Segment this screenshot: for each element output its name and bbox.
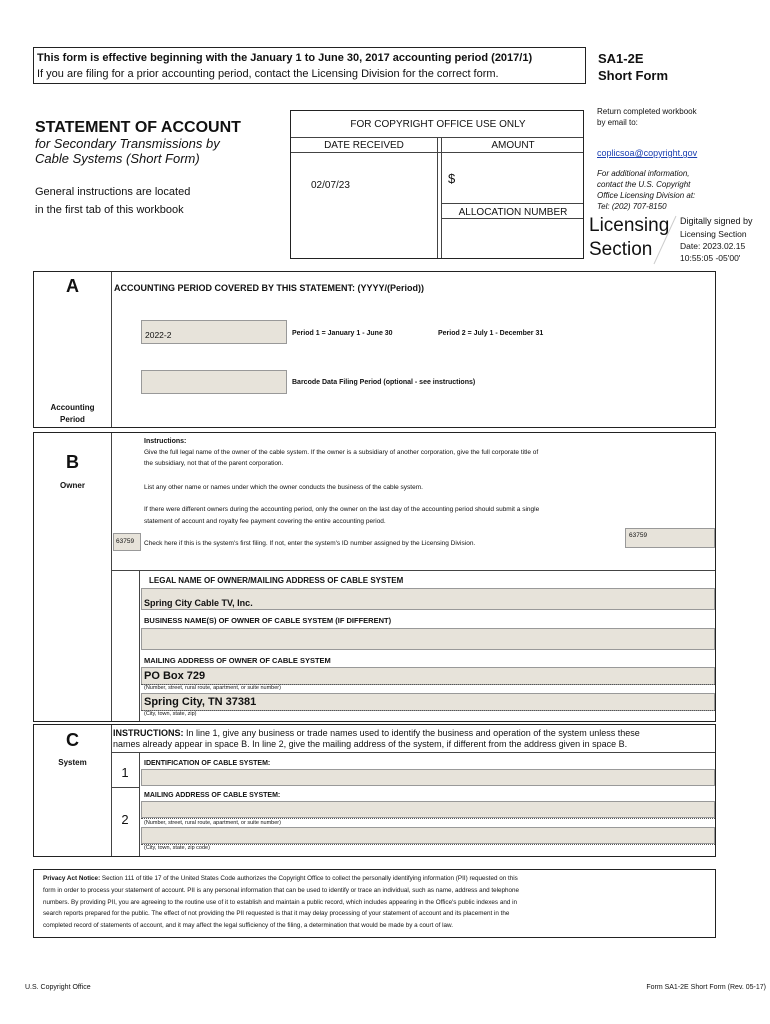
first-filing-checkbox[interactable] bbox=[113, 533, 141, 551]
barcode-label: Barcode Data Filing Period (optional - see instructions) bbox=[292, 379, 476, 386]
footer-right: Form SA1-2E Short Form (Rev. 05-17) bbox=[646, 984, 766, 991]
section-a bbox=[33, 271, 716, 428]
section-a-letter: A bbox=[66, 276, 79, 296]
section-b-letter: B bbox=[66, 452, 79, 472]
owner-instr-5: statement of account and royalty fee payment covering the entire accounting period. bbox=[144, 518, 386, 525]
privacy-line-2: form in order to process your statement of account. PII is any personal information that can be used to identify or trace an individual, such as name, address and telephone bbox=[43, 887, 520, 894]
digital-sign-4: 10:55:05 -05'00' bbox=[680, 253, 741, 263]
privacy-line-1 bbox=[43, 875, 518, 882]
return-line-1: Return completed workbook bbox=[597, 107, 697, 116]
office-use-box bbox=[290, 110, 584, 259]
section-b-label: Owner bbox=[60, 481, 85, 490]
title-sub-1: for Secondary Transmissions by bbox=[35, 136, 220, 151]
address-line-1-hint: (Number, street, rural route, apartment, or suite number) bbox=[144, 685, 281, 691]
owner-instr-2: the subsidiary, not that of the parent corporation. bbox=[144, 460, 284, 467]
effective-line: This form is effective beginning with the January 1 to June 30, 2017 accounting period (2017/1) bbox=[37, 52, 533, 64]
address-line-2-hint: (City, town, state, zip) bbox=[144, 711, 197, 717]
address-line-2-input[interactable] bbox=[141, 693, 715, 711]
address-line-2-value: Spring City, TN 37381 bbox=[144, 696, 257, 708]
business-name-input[interactable] bbox=[141, 628, 715, 650]
system-id-value: 63759 bbox=[629, 532, 648, 539]
section-b bbox=[33, 432, 716, 722]
return-line-2: by email to: bbox=[597, 118, 638, 127]
system-address-1-hint: (Number, street, rural route, apartment, or suite number) bbox=[144, 820, 281, 826]
system-instructions bbox=[113, 728, 640, 738]
section-a-heading: ACCOUNTING PERIOD COVERED BY THIS STATEMENT: (YYYY/(Period)) bbox=[114, 283, 425, 293]
privacy-bold: Privacy Act Notice: bbox=[43, 875, 101, 882]
digital-sign-3: Date: 2023.02.15 bbox=[680, 241, 746, 251]
system-instructions-bold: INSTRUCTIONS: bbox=[113, 728, 184, 738]
section-a-label-1: Accounting bbox=[50, 403, 95, 412]
date-received-value: 02/07/23 bbox=[311, 180, 350, 191]
effective-notice-box bbox=[33, 47, 586, 84]
owner-instr-4: If there were different owners during the accounting period, only the owner on the last day of the accounting period should submit a single bbox=[144, 506, 540, 513]
legal-name-value: Spring City Cable TV, Inc. bbox=[144, 598, 253, 608]
additional-info-3: Office Licensing Division at: bbox=[597, 191, 696, 200]
barcode-period-input[interactable] bbox=[141, 370, 287, 394]
date-received-label: DATE RECEIVED bbox=[324, 140, 404, 151]
digital-sign-2: Licensing Section bbox=[680, 229, 747, 239]
signature-name-2: Section bbox=[589, 239, 653, 260]
system-address-2-hint: (City, town, state, zip code) bbox=[144, 845, 210, 851]
system-instructions-line-2: names already appear in space B. In line 2, give the mailing address of the system, if different from the address given in space B. bbox=[113, 739, 628, 749]
system-address-1-input[interactable] bbox=[141, 801, 715, 818]
office-use-heading: FOR COPYRIGHT OFFICE USE ONLY bbox=[350, 119, 526, 130]
section-c bbox=[33, 724, 716, 857]
privacy-line-5: completed record of statements of account, and it may affect the legal sufficiency of the filing, a determination that would be made by a court of law. bbox=[43, 922, 453, 929]
mailing-address-label: MAILING ADDRESS OF OWNER OF CABLE SYSTEM bbox=[144, 656, 331, 665]
identification-input[interactable] bbox=[141, 769, 715, 786]
system-mailing-label: MAILING ADDRESS OF CABLE SYSTEM: bbox=[144, 792, 281, 799]
period-2-note: Period 2 = July 1 - December 31 bbox=[438, 330, 544, 337]
additional-info-1: For additional information, bbox=[597, 169, 690, 178]
currency-symbol: $ bbox=[448, 171, 456, 186]
address-line-1-input[interactable] bbox=[141, 667, 715, 685]
general-instr-2: in the first tab of this workbook bbox=[35, 204, 184, 216]
allocation-label: ALLOCATION NUMBER bbox=[458, 207, 568, 218]
system-id-input[interactable] bbox=[625, 528, 715, 548]
first-filing-text: Check here if this is the system's first filing. If not, enter the system's ID number assigned by the Licensing Division. bbox=[144, 540, 476, 547]
first-filing-value: 63759 bbox=[116, 538, 135, 545]
additional-info-2: contact the U.S. Copyright bbox=[597, 180, 691, 189]
privacy-text-1: Section 111 of title 17 of the United States Code authorizes the Copyright Office to collect the personally identifying information (PII) requested on this bbox=[100, 875, 518, 882]
section-a-label-2: Period bbox=[60, 415, 85, 424]
title-sub-2: Cable Systems (Short Form) bbox=[35, 151, 200, 166]
footer-left: U.S. Copyright Office bbox=[25, 984, 91, 991]
legal-name-label: LEGAL NAME OF OWNER/MAILING ADDRESS OF CABLE SYSTEM bbox=[149, 576, 404, 585]
line-2-number: 2 bbox=[121, 812, 129, 827]
section-c-label: System bbox=[58, 758, 87, 767]
page-title: STATEMENT OF ACCOUNT bbox=[35, 119, 241, 136]
address-line-1-value: PO Box 729 bbox=[144, 670, 206, 682]
owner-instr-3: List any other name or names under which the owner conducts the business of the cable system. bbox=[144, 484, 423, 491]
form-code: SA1-2E bbox=[598, 51, 644, 66]
owner-instr-title: Instructions: bbox=[144, 438, 187, 445]
prior-period-line: If you are filing for a prior accounting period, contact the Licensing Division for the correct form. bbox=[37, 68, 499, 80]
return-email-link[interactable]: coplicsoa@copyright.gov bbox=[597, 148, 698, 158]
line-1-number: 1 bbox=[121, 765, 129, 780]
period-1-note: Period 1 = January 1 - June 30 bbox=[292, 330, 393, 337]
accounting-period-input[interactable] bbox=[141, 320, 287, 344]
privacy-line-4: search reports prepared for the public. The effect of not providing the PII requested is that it may delay processing of your statement of account and its placement in the bbox=[43, 910, 510, 917]
section-c-letter: C bbox=[66, 730, 79, 750]
signature-name-1: Licensing bbox=[589, 215, 670, 236]
form-type: Short Form bbox=[598, 68, 669, 83]
system-instructions-rest: In line 1, give any business or trade names used to identify the business and operation of the system unless these bbox=[183, 728, 640, 738]
identification-label: IDENTIFICATION OF CABLE SYSTEM: bbox=[144, 760, 271, 767]
privacy-line-3: numbers. By providing PII, you are agreeing to the routine use of it to establish and maintain a public record, which includes appearing in the Office's public indexes and in bbox=[43, 899, 517, 906]
telephone: Tel: (202) 707-8150 bbox=[597, 202, 667, 211]
owner-instr-1: Give the full legal name of the owner of the cable system. If the owner is a subsidiary of another corporation, give the full corporate title of bbox=[144, 449, 539, 456]
business-name-label: BUSINESS NAME(S) OF OWNER OF CABLE SYSTEM (IF DIFFERENT) bbox=[144, 616, 392, 625]
accounting-period-value: 2022-2 bbox=[145, 330, 172, 340]
legal-name-input[interactable] bbox=[141, 588, 715, 610]
privacy-notice bbox=[33, 869, 716, 938]
system-address-2-input[interactable] bbox=[141, 827, 715, 844]
signature-slash-icon bbox=[650, 214, 680, 266]
general-instr-1: General instructions are located bbox=[35, 186, 191, 198]
amount-label: AMOUNT bbox=[491, 140, 535, 151]
digital-sign-1: Digitally signed by bbox=[680, 216, 753, 226]
